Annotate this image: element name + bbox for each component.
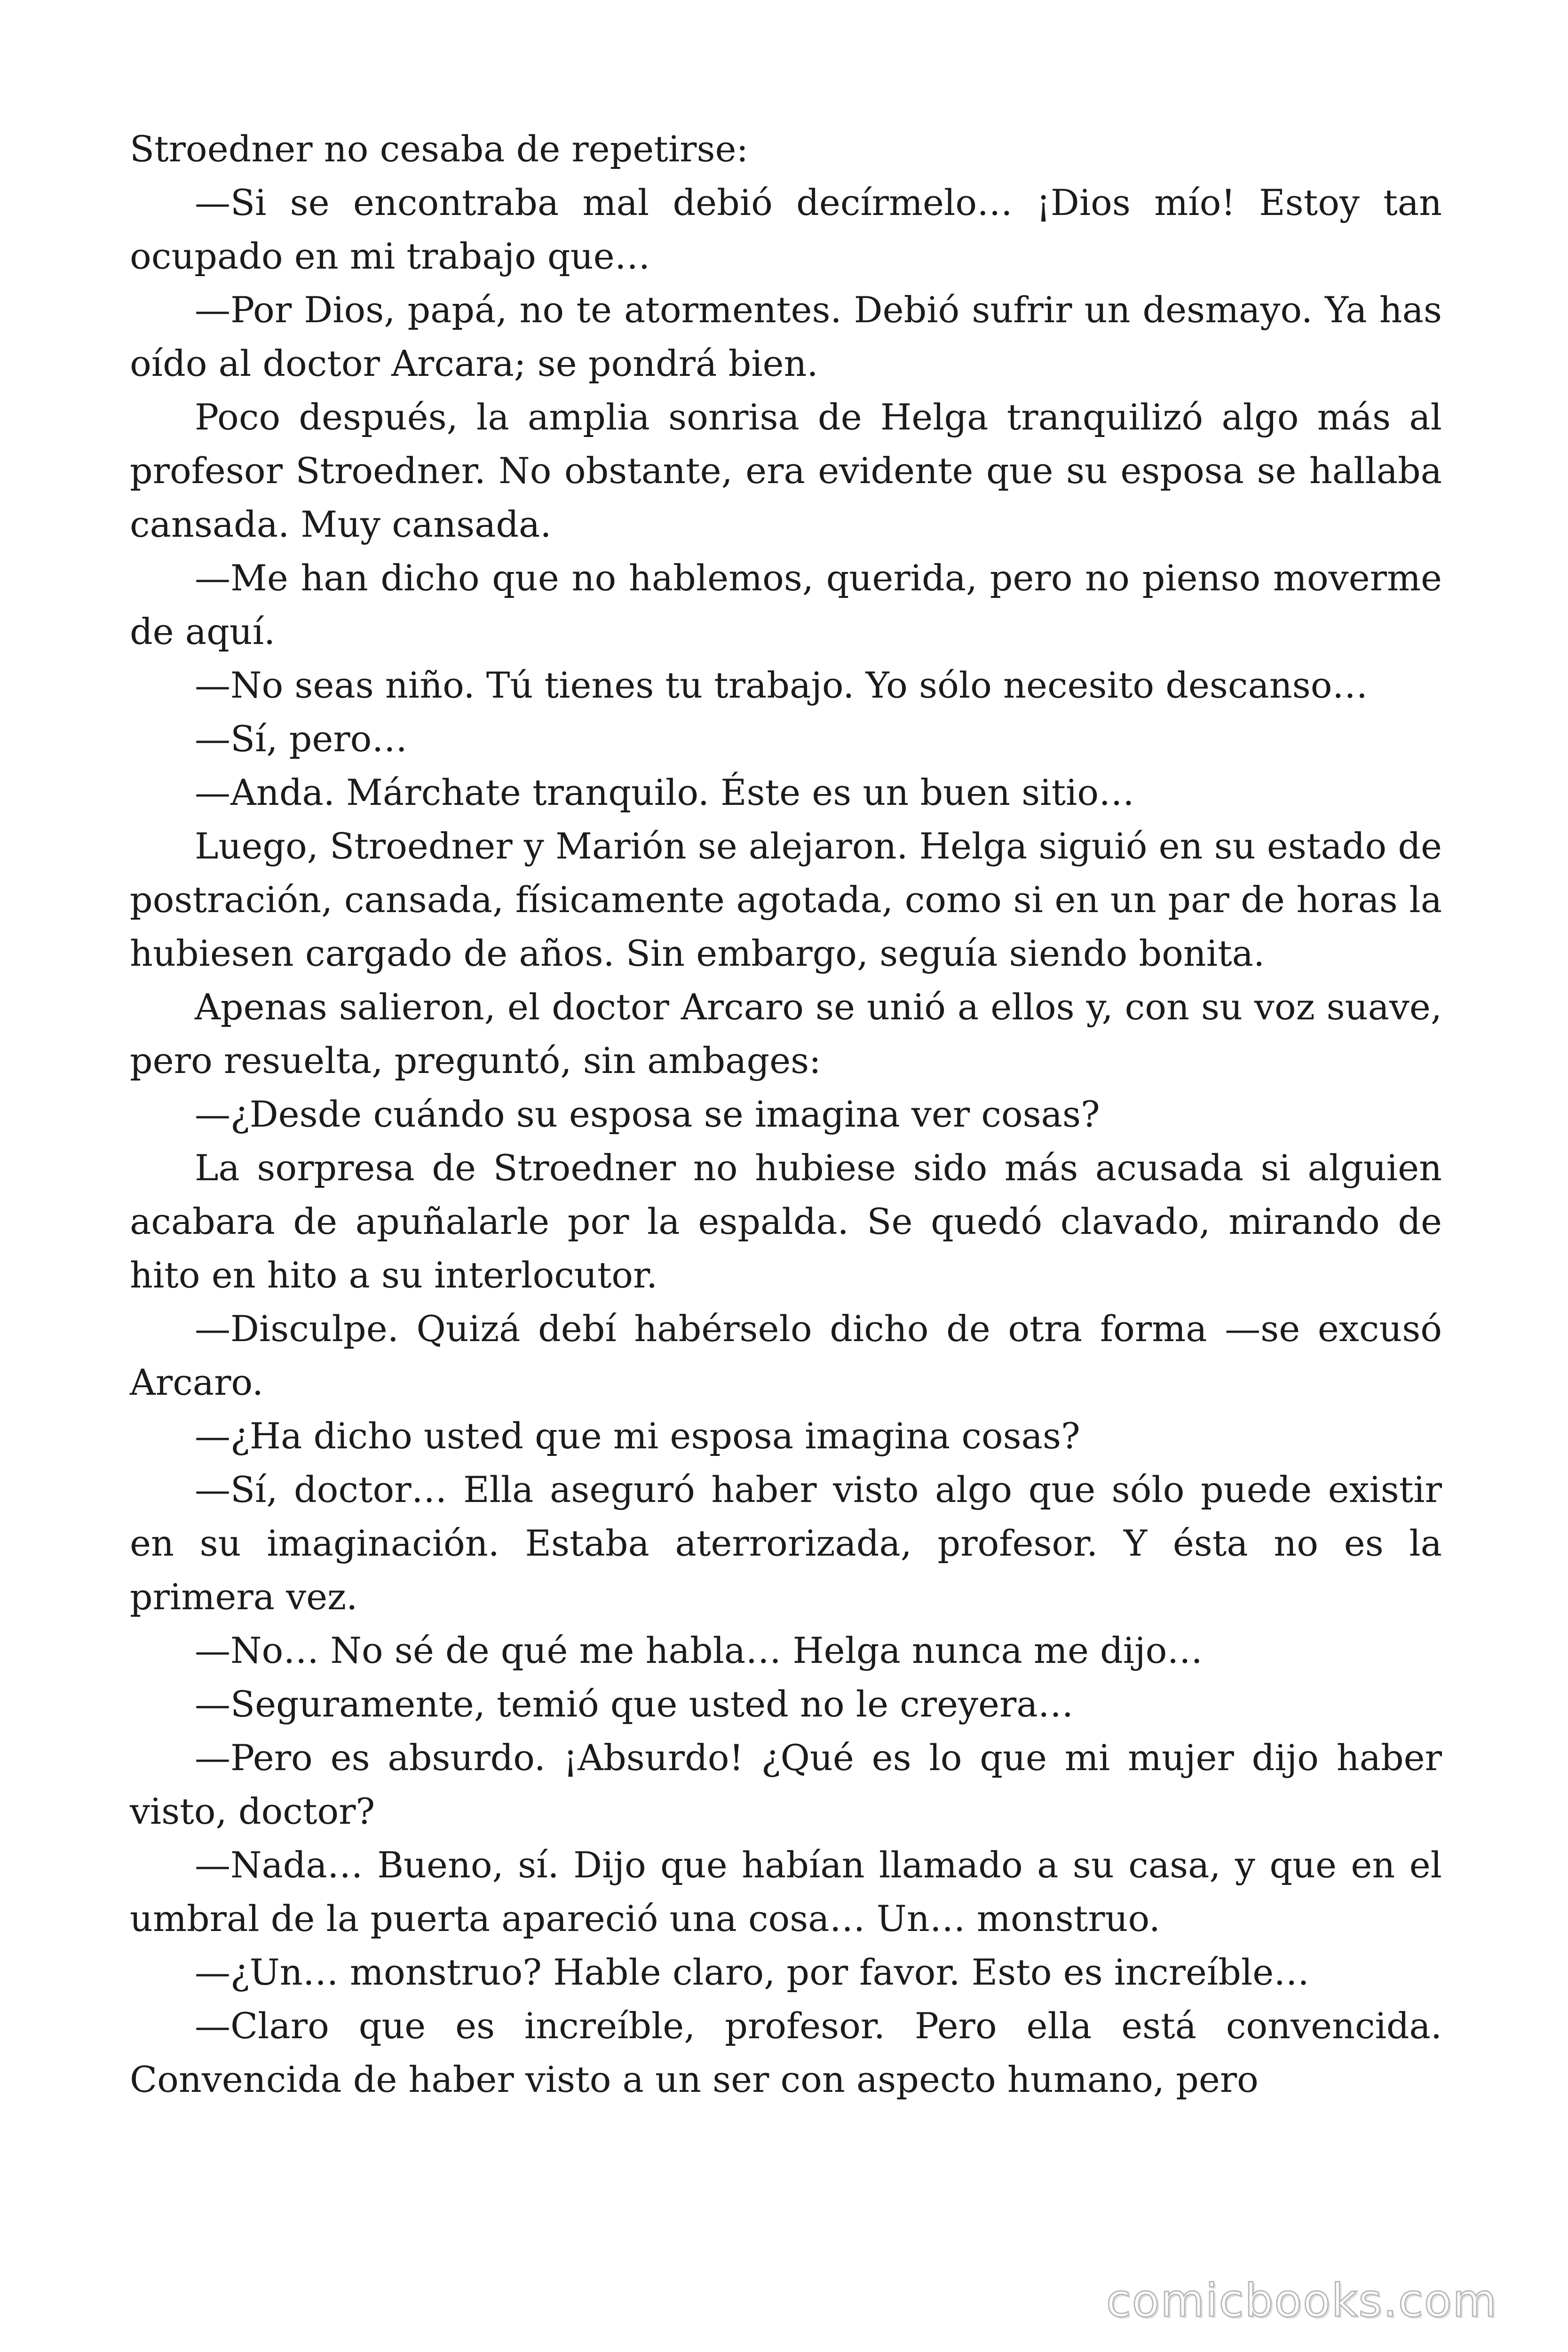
paragraph: Luego, Stroedner y Marión se alejaron. Helga siguió en su estado de postración, cansada, físicamente agotada, como si en un par de horas la hubiesen cargado de años. Sin embargo, seguía siendo bonita.	[130, 825, 1442, 974]
paragraph: —Nada… Bueno, sí. Dijo que habían llamado a su casa, y que en el umbral de la puerta apareció una cosa… Un… monstruo.	[130, 1844, 1442, 1939]
paragraph: —Seguramente, temió que usted no le creyera…	[195, 1683, 1074, 1725]
paragraph: —Disculpe. Quizá debí habérselo dicho de otra forma —se excusó Arcaro.	[130, 1308, 1442, 1403]
paragraph: —No seas niño. Tú tienes tu trabajo. Yo sólo necesito descanso…	[195, 664, 1368, 706]
paragraph: —Si se encontraba mal debió decírmelo… ¡Dios mío! Estoy tan ocupado en mi trabajo que…	[130, 182, 1442, 277]
paragraph: —Por Dios, papá, no te atormentes. Debió sufrir un desmayo. Ya has oído al doctor Arcara; se pondrá bien.	[130, 289, 1442, 384]
watermark: comicbooks.com	[1106, 2274, 1497, 2327]
paragraph: —Claro que es increíble, profesor. Pero ella está convencida. Convencida de haber visto a un ser con aspecto humano, pero	[130, 2005, 1442, 2100]
paragraph: —Sí, pero…	[195, 718, 408, 760]
paragraph: —Pero es absurdo. ¡Absurdo! ¿Qué es lo que mi mujer dijo haber visto, doctor?	[130, 1737, 1442, 1832]
paragraph: —Anda. Márchate tranquilo. Éste es un buen sitio…	[195, 771, 1135, 813]
paragraph: —Sí, doctor… Ella aseguró haber visto algo que sólo puede existir en su imaginación. Estaba aterrorizada, profesor. Y ésta no es la primera vez.	[130, 1469, 1442, 1618]
paragraph: —¿Ha dicho usted que mi esposa imagina cosas?	[195, 1415, 1080, 1457]
paragraph: —¿Desde cuándo su esposa se imagina ver cosas?	[195, 1093, 1100, 1135]
page-body	[130, 122, 1442, 2106]
paragraph: Poco después, la amplia sonrisa de Helga tranquilizó algo más al profesor Stroedner. No obstante, era evidente que su esposa se hallaba cansada. Muy cansada.	[130, 396, 1442, 545]
paragraph: Stroedner no cesaba de repetirse:	[130, 128, 749, 170]
paragraph: La sorpresa de Stroedner no hubiese sido más acusada si alguien acabara de apuñalarle por la espalda. Se quedó clavado, mirando de hito en hito a su interlocutor.	[130, 1147, 1442, 1296]
paragraph: —Me han dicho que no hablemos, querida, pero no pienso moverme de aquí.	[130, 557, 1442, 652]
paragraph: —¿Un… monstruo? Hable claro, por favor. Esto es increíble…	[195, 1951, 1310, 1993]
paragraph: Apenas salieron, el doctor Arcaro se unió a ellos y, con su voz suave, pero resuelta, preguntó, sin ambages:	[130, 986, 1442, 1081]
paragraph: —No… No sé de qué me habla… Helga nunca me dijo…	[195, 1629, 1203, 1671]
